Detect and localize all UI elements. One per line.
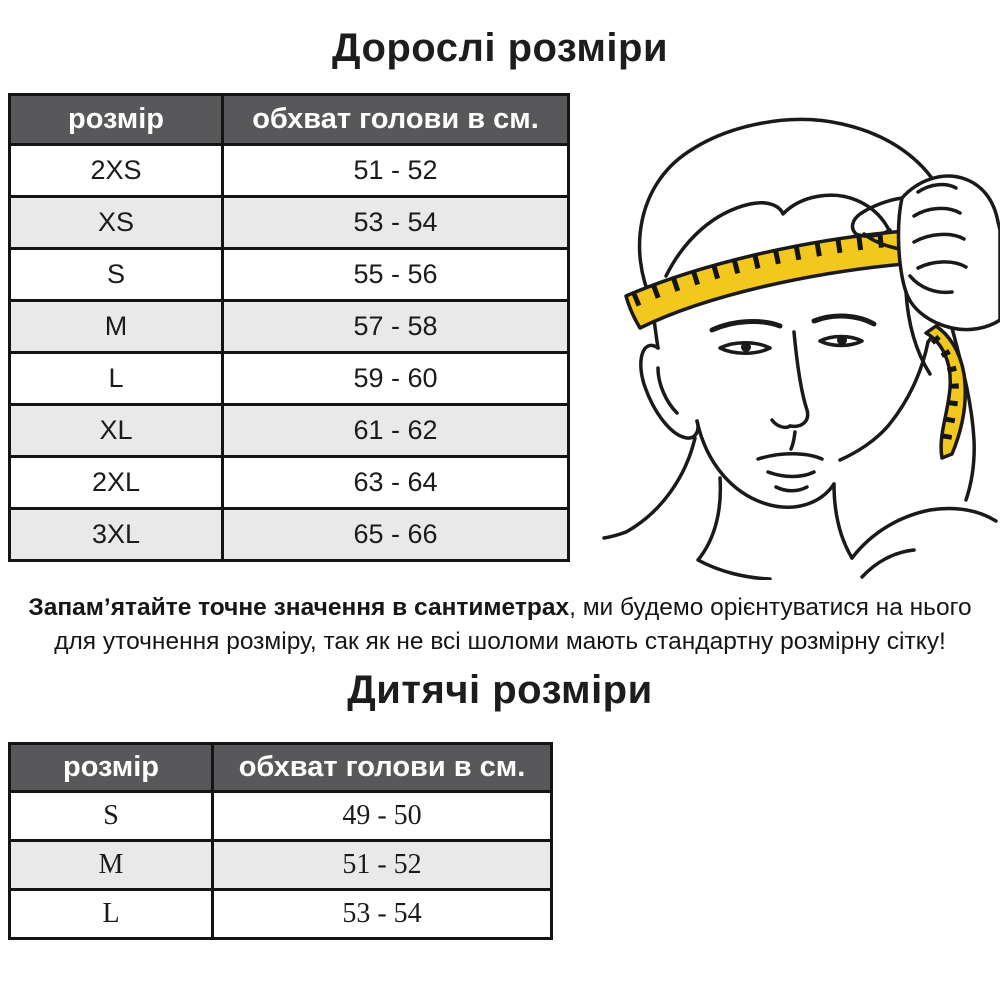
size-cell: L	[10, 890, 213, 939]
circumference-cell: 53 - 54	[223, 197, 569, 249]
children-sizes-table	[8, 742, 553, 940]
table-row	[10, 197, 569, 249]
table-header-row	[10, 744, 552, 792]
circumference-cell: 51 - 52	[213, 841, 552, 890]
circumference-cell: 59 - 60	[223, 353, 569, 405]
circumference-cell: 61 - 62	[223, 405, 569, 457]
left-trapezius	[604, 438, 695, 538]
circumference-column-header: обхват голови в см.	[213, 744, 552, 792]
nose	[790, 332, 808, 426]
circumference-cell: 57 - 58	[223, 301, 569, 353]
table-row	[10, 841, 552, 890]
size-cell: 2XS	[10, 145, 223, 197]
size-column-header: розмір	[10, 744, 213, 792]
right-eyebrow	[814, 316, 874, 324]
adult-sizes-title: Дорослі розміри	[331, 26, 669, 70]
right-pupil	[837, 335, 847, 345]
ear-inner	[658, 368, 677, 413]
children-sizes-title: Дитячі розміри	[347, 668, 653, 712]
circumference-cell: 65 - 66	[223, 509, 569, 561]
size-column-header: розмір	[10, 95, 223, 145]
circumference-cell: 53 - 54	[213, 890, 552, 939]
cheek-line	[840, 342, 928, 460]
chin-crease	[776, 487, 807, 491]
size-cell: 2XL	[10, 457, 223, 509]
jaw-line	[697, 421, 834, 507]
table-row	[10, 249, 569, 301]
size-cell: L	[10, 353, 223, 405]
left-pupil	[741, 342, 751, 352]
note-regular-text: , ми будемо орієнтуватися на нього для уточнення розміру, так як не всі шоломи мають стандартну розмірну сітку!	[54, 594, 972, 655]
circumference-cell: 49 - 50	[213, 792, 552, 841]
table-row	[10, 509, 569, 561]
size-cell: M	[10, 841, 213, 890]
measurement-note	[0, 591, 1000, 659]
lower-lip	[768, 472, 814, 477]
table-row	[10, 353, 569, 405]
table-header-row	[10, 95, 569, 145]
ear	[641, 345, 698, 438]
table-row	[10, 457, 569, 509]
circumference-cell: 51 - 52	[223, 145, 569, 197]
chest-curve	[862, 550, 914, 577]
note-bold-text: Запам’ятайте точне значення в сантиметрах	[28, 594, 570, 621]
philtrum	[791, 432, 795, 449]
table-row	[10, 301, 569, 353]
nostril	[772, 420, 790, 427]
size-cell: M	[10, 301, 223, 353]
table-row	[10, 405, 569, 457]
circumference-column-header: обхват голови в см.	[223, 95, 569, 145]
left-eyebrow	[712, 321, 780, 330]
table-row	[10, 792, 552, 841]
size-cell: 3XL	[10, 509, 223, 561]
upper-lip	[758, 454, 822, 459]
table-row	[10, 890, 552, 939]
size-cell: S	[10, 792, 213, 841]
right-neck-line	[834, 484, 852, 558]
head-measurement-illustration	[600, 80, 1000, 580]
fist	[899, 176, 1000, 330]
adult-sizes-table	[8, 93, 570, 562]
table-row	[10, 145, 569, 197]
circumference-cell: 55 - 56	[223, 249, 569, 301]
circumference-cell: 63 - 64	[223, 457, 569, 509]
right-shoulder	[852, 508, 996, 558]
size-cell: XS	[10, 197, 223, 249]
size-cell: S	[10, 249, 223, 301]
left-neck-line	[698, 478, 770, 579]
size-cell: XL	[10, 405, 223, 457]
